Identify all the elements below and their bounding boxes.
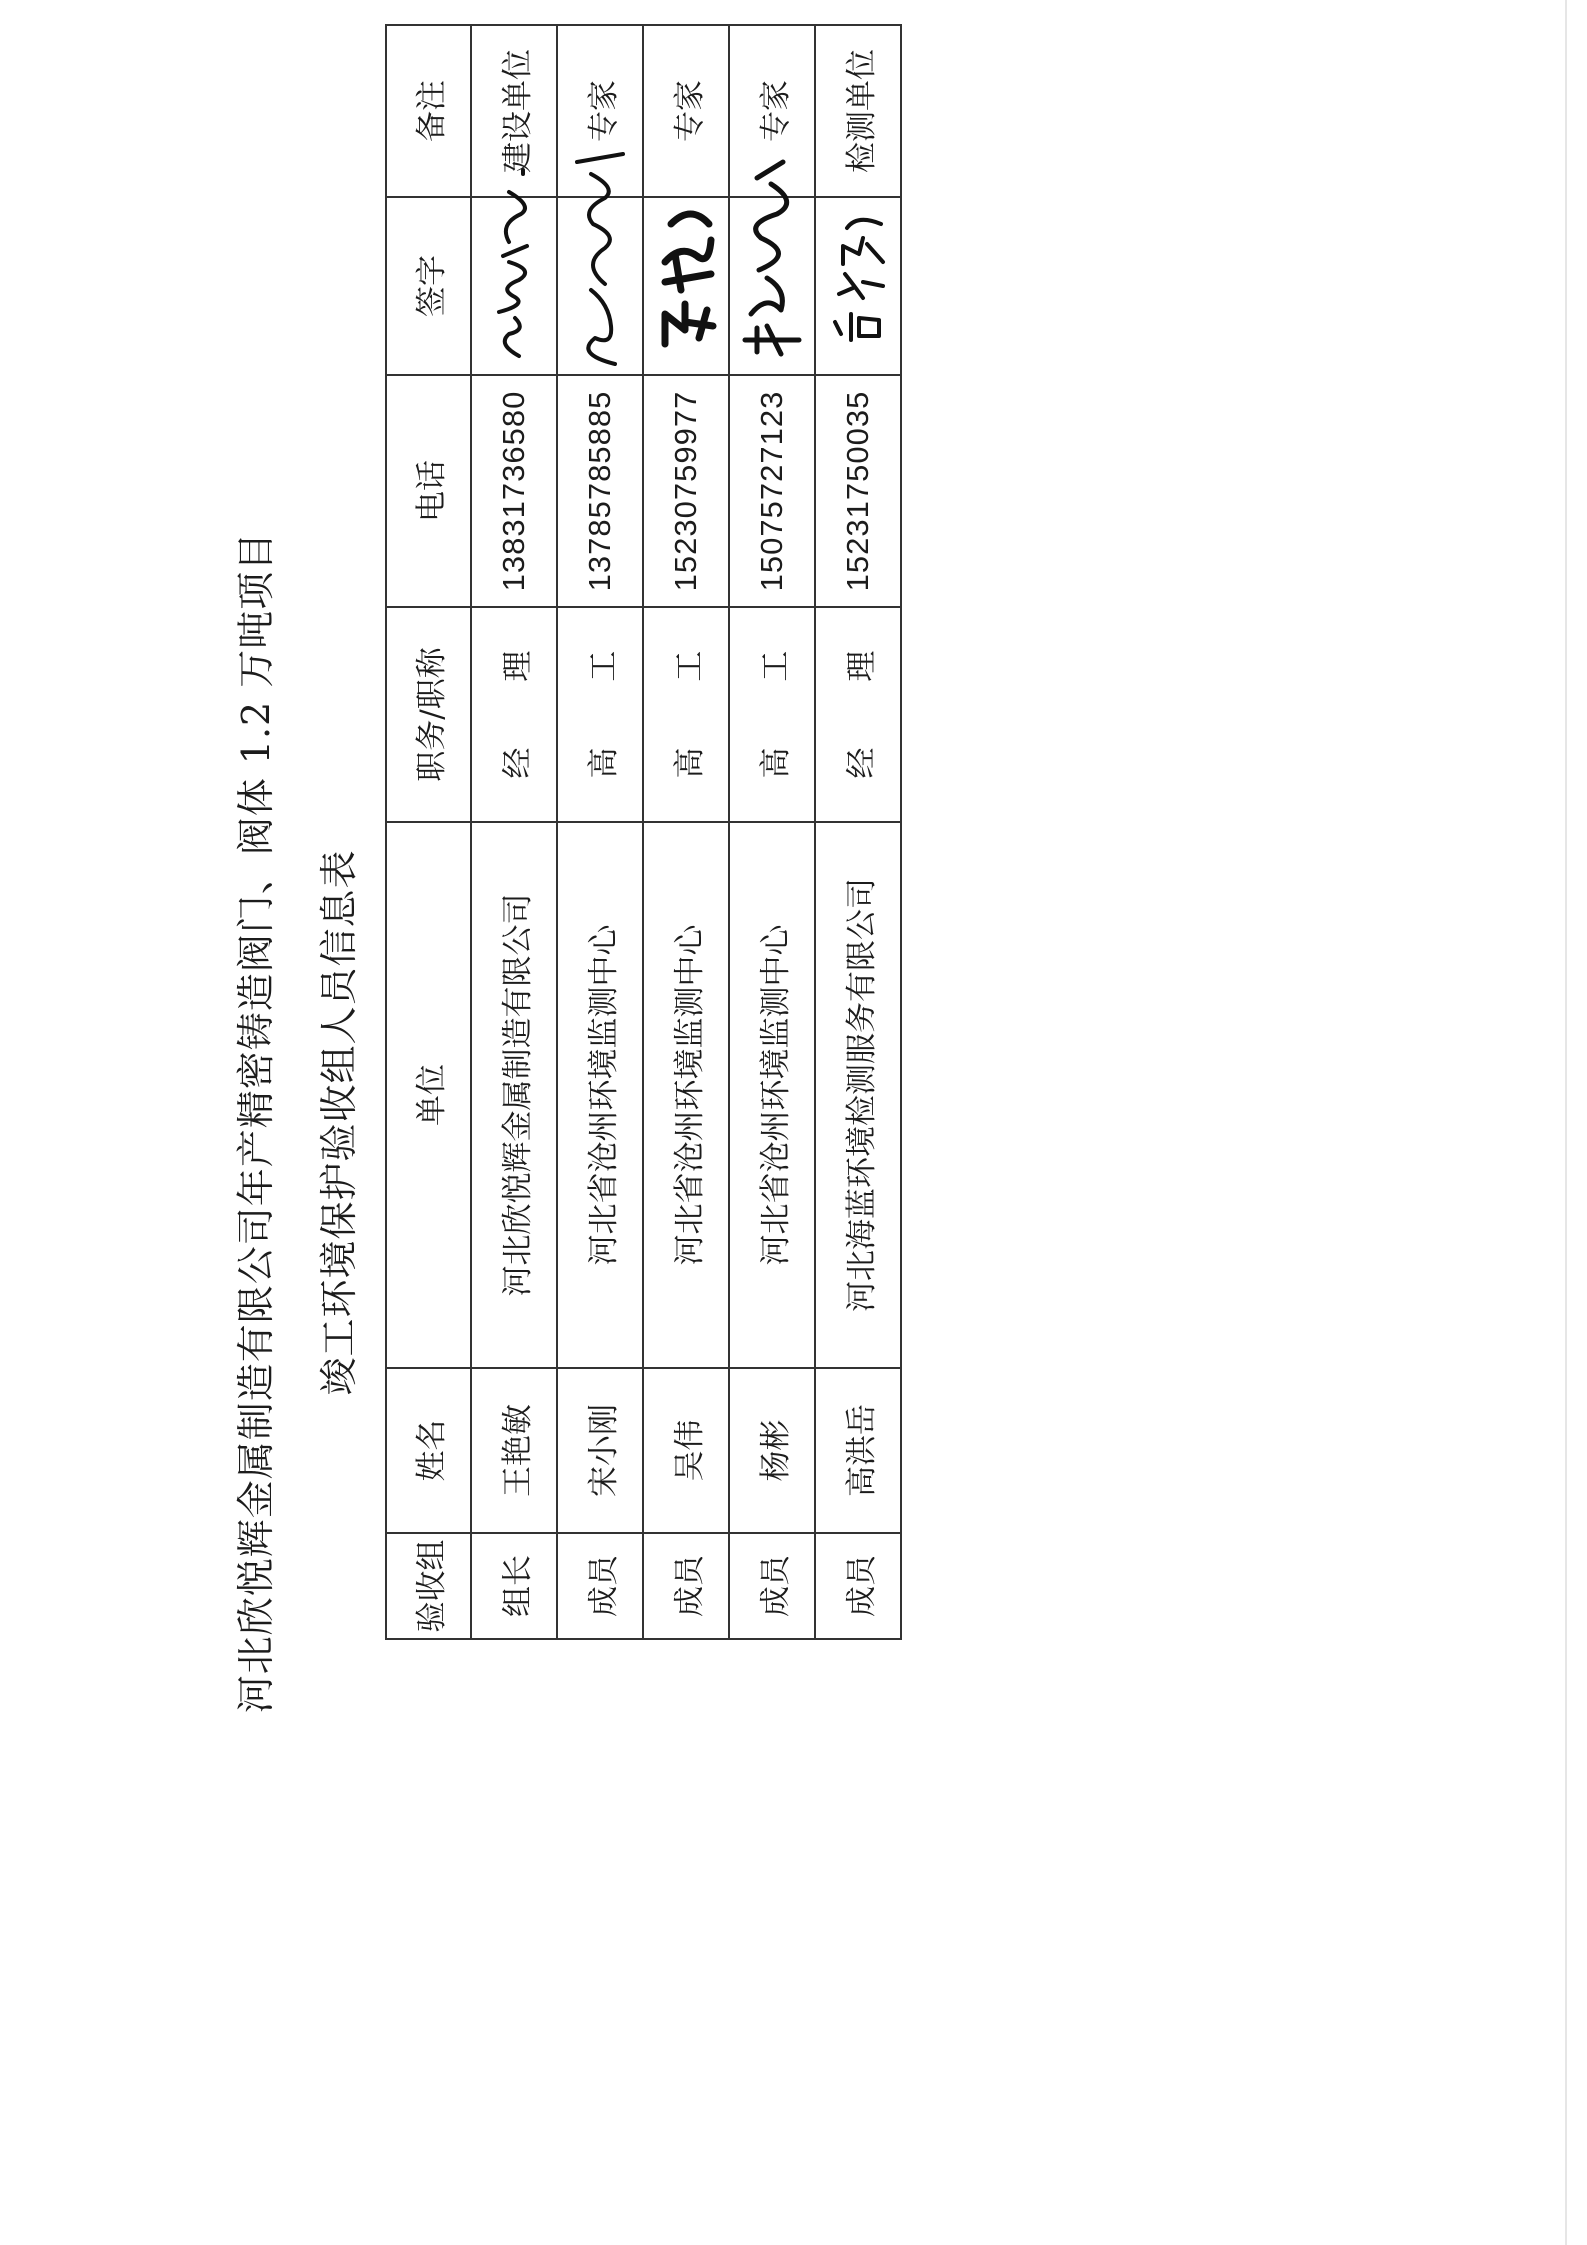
title-cell: 高 工 xyxy=(729,607,815,822)
header-cell: 职务/职称 xyxy=(386,607,471,822)
phone-cell: 15231750035 xyxy=(815,375,901,607)
unit-cell: 河北省沧州环境监测中心 xyxy=(729,822,815,1368)
title-cell: 经 理 xyxy=(471,607,557,822)
phone-cell: 13831736580 xyxy=(471,375,557,607)
note-cell: 专家 xyxy=(557,25,643,197)
signature-cell xyxy=(643,197,729,375)
name-cell: 宋小刚 xyxy=(557,1368,643,1533)
document-title: 河北欣悦辉金属制造有限公司年产精密铸造阀门、阀体 1.2 万吨项目 xyxy=(234,531,278,1714)
role-cell: 成员 xyxy=(557,1533,643,1639)
table-row xyxy=(815,25,901,1639)
signature-cell xyxy=(729,197,815,375)
handwritten-signature xyxy=(823,134,893,374)
table-row xyxy=(557,25,643,1639)
unit-cell: 河北海蓝环境检测服务有限公司 xyxy=(815,822,901,1368)
role-cell: 成员 xyxy=(815,1533,901,1639)
unit-cell: 河北省沧州环境监测中心 xyxy=(557,822,643,1368)
handwritten-signature xyxy=(651,134,721,374)
document-subtitle: 竣工环境保护验收组人员信息表 xyxy=(317,849,361,1396)
role-cell: 成员 xyxy=(643,1533,729,1639)
personnel-info-table xyxy=(385,24,902,1640)
note-cell: 专家 xyxy=(643,25,729,197)
phone-cell: 15230759977 xyxy=(643,375,729,607)
unit-cell: 河北欣悦辉金属制造有限公司 xyxy=(471,822,557,1368)
title-cell: 高 工 xyxy=(643,607,729,822)
note-cell: 专家 xyxy=(729,25,815,197)
handwritten-signature xyxy=(479,134,549,374)
header-cell: 电话 xyxy=(386,375,471,607)
signature-cell xyxy=(471,197,557,375)
handwritten-signature xyxy=(737,134,807,374)
table-header-row xyxy=(386,25,471,1639)
header-cell: 备注 xyxy=(386,25,471,197)
header-cell: 验收组 xyxy=(386,1533,471,1639)
title-cell: 高 工 xyxy=(557,607,643,822)
signature-cell xyxy=(815,197,901,375)
title-cell: 经 理 xyxy=(815,607,901,822)
table-row xyxy=(643,25,729,1639)
table-row xyxy=(729,25,815,1639)
phone-cell: 13785785885 xyxy=(557,375,643,607)
role-cell: 组长 xyxy=(471,1533,557,1639)
header-cell: 单位 xyxy=(386,822,471,1368)
note-cell: 检测单位 xyxy=(815,25,901,197)
role-cell: 成员 xyxy=(729,1533,815,1639)
name-cell: 王艳敏 xyxy=(471,1368,557,1533)
handwritten-signature xyxy=(565,134,635,374)
name-cell: 杨彬 xyxy=(729,1368,815,1533)
table-row xyxy=(471,25,557,1639)
note-cell: 建设单位 xyxy=(471,25,557,197)
signature-cell xyxy=(557,197,643,375)
phone-cell: 15075727123 xyxy=(729,375,815,607)
name-cell: 高洪岳 xyxy=(815,1368,901,1533)
unit-cell: 河北省沧州环境监测中心 xyxy=(643,822,729,1368)
name-cell: 吴伟 xyxy=(643,1368,729,1533)
header-cell: 签字 xyxy=(386,197,471,375)
header-cell: 姓名 xyxy=(386,1368,471,1533)
